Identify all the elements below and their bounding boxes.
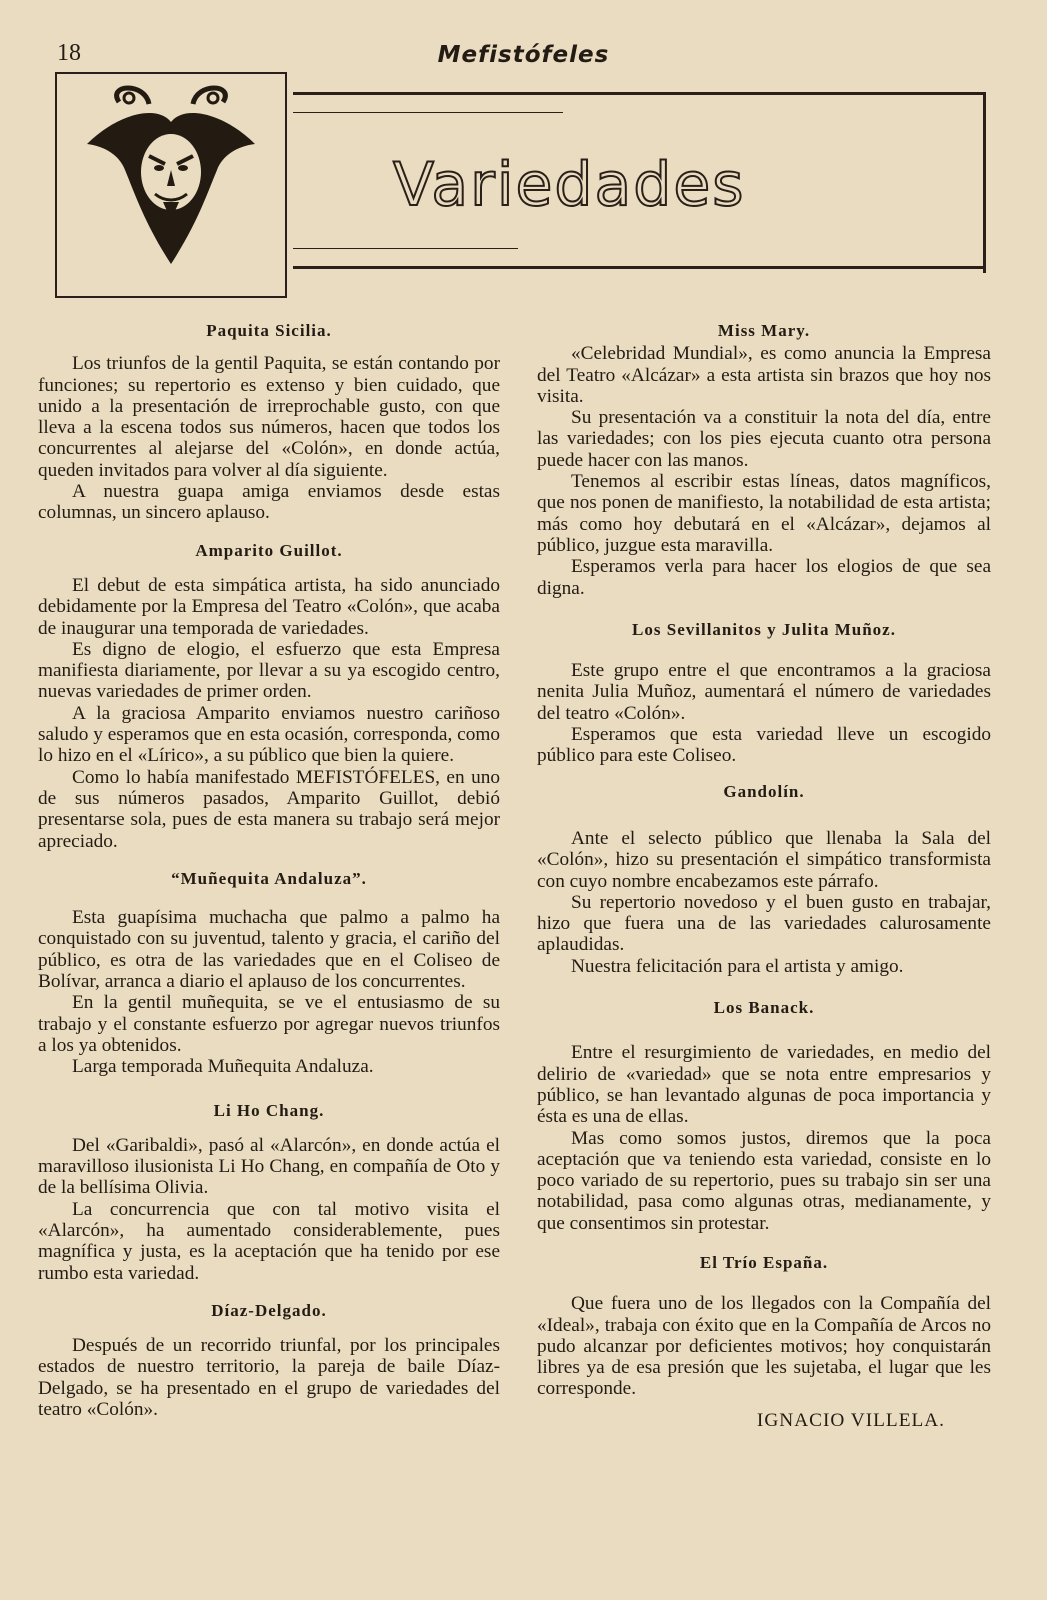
article-heading: El Trío España. (699, 1252, 829, 1272)
article-paragraph: Larga temporada Muñequita Andaluza. (72, 1056, 374, 1078)
article-paragraph: Que fuera uno de los llegados con la Compañía del «Ideal», trabaja con éxito que en la Compañía de Arcos no pudo alcanzar por deficientes motivos; hoy conquistarán libres ya de esa presión que les sujetaba, el lugar que les corresponde. (537, 1293, 991, 1400)
article-heading: Miss Mary. (717, 321, 811, 340)
magazine-title: Mefistófeles (437, 42, 610, 68)
article-paragraph: Entre el resurgimiento de variedades, en medio del delirio de «variedad» que se nota entre empresarios y público, se han levantado algunas de poca importancia y ésta es una de ellas. (537, 1042, 991, 1128)
article-paragraph: Ante el selecto público que llenaba la Sala del «Colón», hizo su presentación el simpático transformista con cuyo nombre encabezamos este párrafo. (537, 827, 991, 892)
author-signature: IGNACIO VILLELA. (756, 1409, 945, 1431)
frame-rule-top (293, 92, 985, 95)
article-paragraph: A nuestra guapa amiga enviamos desde estas columnas, un sincero aplauso. (38, 481, 500, 524)
article-paragraph: El debut de esta simpática artista, ha sido anunciado debidamente por la Empresa del Teatro «Colón», que acaba de inaugurar una temporada de variedades. (38, 574, 500, 639)
article-paragraph: Esta guapísima muchacha que palmo a palmo ha conquistado con su juventud, talento y gracia, el cariño del público, es otra de las variedades que en el Coliseo de Bolívar, arranca a diario el aplauso de los concurrentes. (38, 907, 500, 993)
frame-rule-right (983, 92, 986, 273)
right-column (537, 320, 991, 1431)
page-number: 18 (57, 40, 81, 66)
frame-rule-bottom-thin (293, 248, 518, 249)
article-paragraph: La concurrencia que con tal motivo visita el «Alarcón», ha aumentado considerablemente, pues magnífica y justa, es la aceptación que ha tenido por ese rumbo esta variedad. (38, 1198, 500, 1284)
article-paragraph: «Celebridad Mundial», es como anuncia la Empresa del Teatro «Alcázar» a esta artista sin brazos que hoy nos visita. (537, 343, 991, 407)
article-paragraph: Su presentación va a constituir la nota del día, entre las variedades; con los pies ejecuta cuanto otra persona puede hacer con las manos. (537, 407, 991, 471)
article-heading: Li Ho Chang. (213, 1100, 325, 1120)
frame-rule-bottom (293, 266, 985, 269)
article-heading: Paquita Sicilia. (206, 321, 332, 340)
mephisto-mask-logo (55, 72, 287, 298)
left-column (38, 320, 500, 1420)
article-paragraph: Los triunfos de la gentil Paquita, se están contando por funciones; su repertorio es extenso y bien cuidado, que unido a la presentación de irreprochable gusto, con que lleva a la escena todos sus números, hacen que todos los concurrentes al alejarse del «Colón», en donde actúa, queden invitados para volver al día siguiente. (38, 353, 500, 481)
article-paragraph: Tenemos al escribir estas líneas, datos magníficos, que nos ponen de manifiesto, la notabilidad de esta artista; más como hoy debutará en el «Alcázar», dejamos al público, juzgue esta maravilla. (537, 471, 991, 556)
frame-rule-top-thin (293, 112, 563, 113)
article-paragraph: Su repertorio novedoso y el buen gusto en trabajar, hizo que fuera una de las variedades calurosamente aplaudidas. (537, 891, 991, 956)
article-heading: Los Banack. (713, 998, 815, 1018)
article-paragraph: Es digno de elogio, el esfuerzo que esta Empresa manifiesta diariamente, por llevar a su ya escogido centro, nuevas variedades de primer orden. (38, 638, 500, 703)
article-heading: Gandolín. (723, 781, 805, 801)
article-paragraph: Después de un recorrido triunfal, por los principales estados de nuestro territorio, la pareja de baile Díaz-Delgado, se ha presentado en el grupo de variedades del teatro «Colón». (38, 1335, 500, 1421)
article-paragraph: Este grupo entre el que encontramos a la graciosa nenita Julia Muñoz, aumentará el número de variedades del teatro «Colón». (537, 660, 991, 724)
article-paragraph: En la gentil muñequita, se ve el entusiasmo de su trabajo y el constante esfuerzo por agregar nuevos triunfos a los ya obtenidos. (38, 992, 500, 1056)
mephisto-mask-icon (57, 74, 285, 296)
article-paragraph: Como lo había manifestado MEFISTÓFELES, en uno de sus números pasados, Amparito Guillot, debió presentarse sola, pues de esta manera su trabajo será mejor apreciado. (38, 766, 500, 852)
article-paragraph: Nuestra felicitación para el artista y amigo. (571, 955, 904, 977)
article-paragraph: Esperamos verla para hacer los elogios de que sea digna. (537, 556, 991, 599)
article-heading: “Muñequita Andaluza”. (171, 868, 367, 888)
article-paragraph: Esperamos que esta variedad lleve un escogido público para este Coliseo. (537, 724, 991, 767)
article-heading: Los Sevillanitos y Julita Muñoz. (632, 619, 896, 639)
article-paragraph: A la graciosa Amparito enviamos nuestro cariñoso saludo y esperamos que en esta ocasión, corresponda, como lo hizo en el «Lírico», a su público que bien la quiere. (38, 702, 500, 767)
article-paragraph: Mas como somos justos, diremos que la poca aceptación que va teniendo esta variedad, consiste en lo poco variado de su repertorio, pues su trabajo sin ser una notabilidad, pasa como algunas otras, medianamente, y que consentimos sin protestar. (537, 1127, 991, 1234)
article-heading: Amparito Guillot. (195, 540, 343, 560)
article-heading: Díaz-Delgado. (211, 1300, 327, 1320)
article-paragraph: Del «Garibaldi», pasó al «Alarcón», en donde actúa el maravilloso ilusionista Li Ho Chang, en compañía de Oto y de la bellísima Olivia. (38, 1134, 500, 1199)
section-title: Variedades (393, 150, 746, 220)
